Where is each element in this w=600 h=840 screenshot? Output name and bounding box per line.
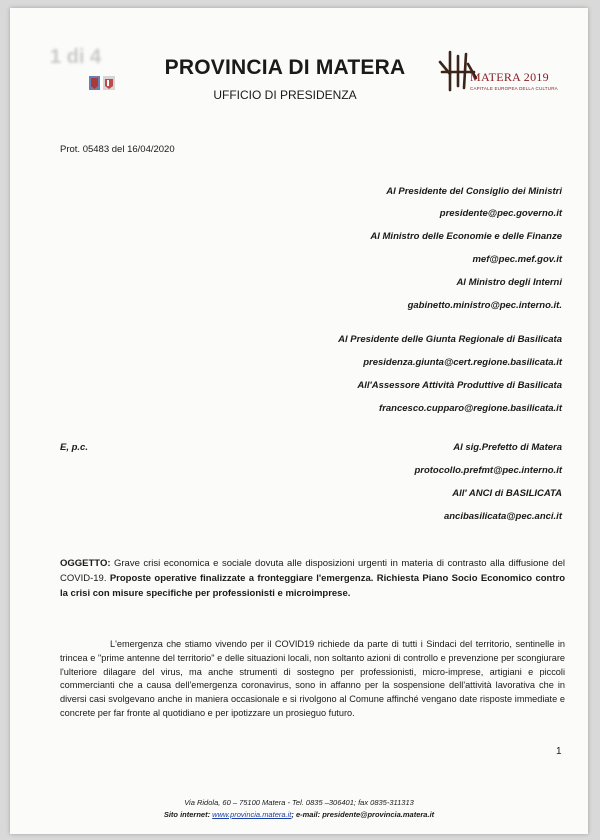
protocol-number: Prot. 05483 del 16/04/2020 [60, 144, 175, 155]
page-counter: 1 di 4 [50, 46, 102, 68]
office-subtitle: UFFICIO DI PRESIDENZA [213, 88, 357, 102]
logo-subtext: CAPITALE EUROPEA DELLA CULTURA [470, 86, 558, 91]
subject-paragraph [60, 556, 565, 601]
page-number: 1 [556, 746, 562, 757]
recipient-line: Al Presidente del Consiglio dei Ministri [386, 186, 562, 197]
recipient-email: mef@pec.mef.gov.it [472, 254, 562, 265]
cc-recipient-line: All' ANCI di BASILICATA [452, 488, 562, 499]
footer-contacts [10, 810, 588, 819]
recipient-line: All'Assessore Attività Produttive di Basilicata [357, 380, 562, 391]
footer-email: ; e-mail: presidente@provincia.matera.it [291, 810, 435, 819]
coat-of-arms-icon [88, 72, 116, 94]
recipient-line: Al Presidente delle Giunta Regionale di Basilicata [338, 334, 562, 345]
body-paragraph: L'emergenza che stiamo vivendo per il COVID19 richiede da parte di tutti i Sindaci del territorio, sentinelle in trincea e "prime antenne del territorio" e delle situazioni locali, non soltanto azioni di controllo e prevenzione per scongiurare l'ulteriore dilagare del virus, ma anche strumenti di sostegno per professionisti, micro-imprese, artigiani e piccoli commercianti che a causa dell'emergenza coronavirus, sono in affanno per la sospensione dell'attività lavorativa che in diversi casi svolgevano anche in maniera occasionale e si rivolgono al Comune affinché vengano date risposte immediate e concrete per far fronte al quotidiano e per ipotizzare un prosieguo futuro. [60, 639, 565, 718]
recipient-email: gabinetto.ministro@pec.interno.it. [407, 300, 562, 311]
recipient-line: Al Ministro degli Interni [456, 277, 562, 288]
cc-recipient-email: protocollo.prefmt@pec.interno.it [414, 465, 562, 476]
letter-page [10, 8, 588, 834]
footer-site-label: Sito internet: [163, 810, 213, 819]
footer-site-link[interactable]: www.provincia.matera.it [212, 810, 292, 819]
subject-label: OGGETTO: [60, 558, 111, 569]
recipient-email: presidente@pec.governo.it [439, 208, 562, 219]
subject-bold-text: Proposte operative finalizzate a fronteggiare l'emergenza. Richiesta Piano Socio Economico contro la crisi con misure specifiche per professionisti e microimprese. [60, 573, 565, 599]
cc-recipient-email: ancibasilicata@pec.anci.it [443, 511, 562, 522]
cc-recipient-line: Al sig.Prefetto di Matera [453, 442, 562, 453]
cc-label: E, p.c. [60, 442, 88, 453]
subject-text: Grave crisi economica e sociale dovuta alle disposizioni urgenti in materia di contrasto alla diffusione del COVID-19. [60, 558, 565, 584]
recipient-email: francesco.cupparo@regione.basilicata.it [379, 403, 562, 414]
footer-address: Via Ridola, 60 – 75100 Matera - Tel. 0835 –306401; fax 0835-311313 [184, 798, 414, 807]
logo-text: MATERA 2019 [470, 70, 549, 84]
recipient-line: Al Ministro delle Economie e delle Finanze [370, 231, 562, 242]
office-title: PROVINCIA DI MATERA [164, 56, 406, 79]
recipient-email: presidenza.giunta@cert.regione.basilicata.it [363, 357, 562, 368]
